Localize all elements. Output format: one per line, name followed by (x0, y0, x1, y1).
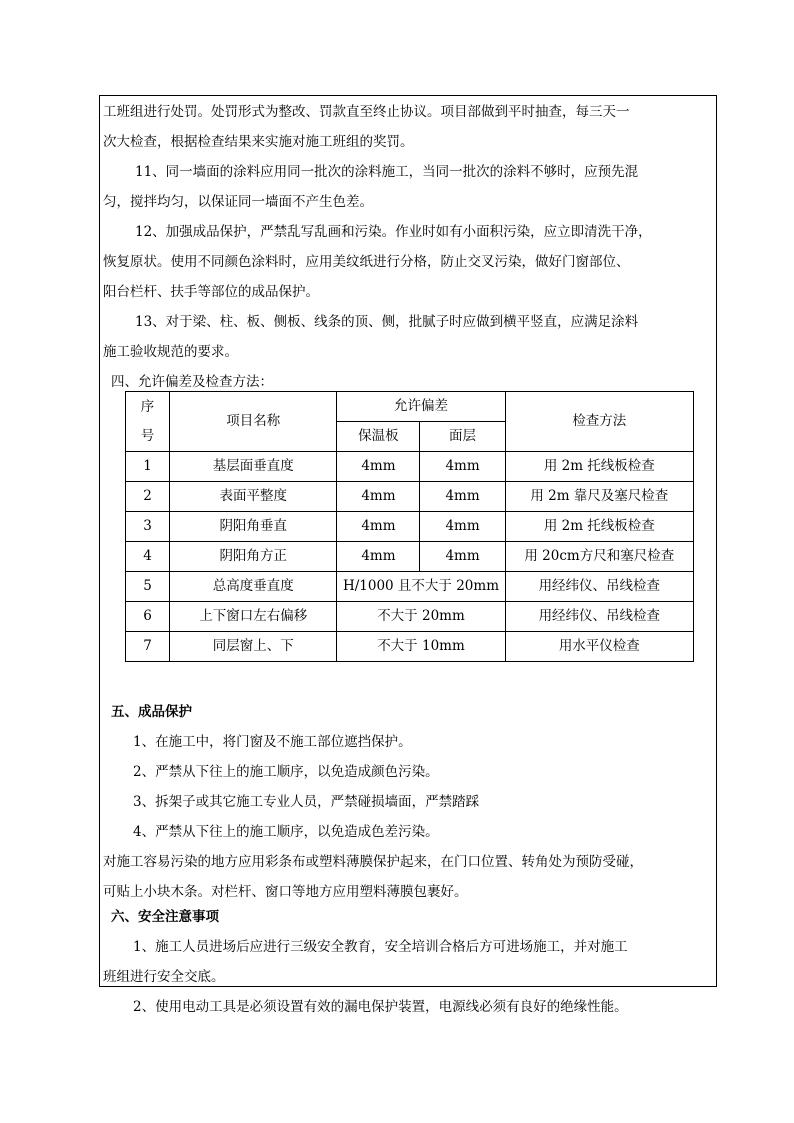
row-method: 用水平仪检查 (505, 632, 693, 662)
table-row (126, 632, 694, 662)
row-name: 上下窗口左右偏移 (170, 602, 337, 632)
row-tol-a: 4mm (337, 512, 420, 542)
table-row (126, 482, 694, 512)
row-name: 同层窗上、下 (170, 632, 337, 662)
table-row (126, 542, 694, 572)
text-line: 2、使用电动工具是必须设置有效的漏电保护装置，电源线必须有良好的绝缘性能。 (133, 999, 628, 1015)
text-line: 对施工容易污染的地方应用彩条布或塑料薄膜保护起来，在门口位置、转角处为预防受碰， (103, 854, 643, 870)
list-item: 2、严禁从下往上的施工顺序，以免造成颜色污染。 (133, 764, 439, 780)
text-line: 施工验收规范的要求。 (103, 344, 238, 360)
text-line: 匀，搅拌均匀，以保证同一墙面不产生色差。 (103, 194, 373, 210)
header-tolerance: 允许偏差 (337, 392, 505, 422)
table-row (126, 512, 694, 542)
header-method: 检查方法 (505, 392, 693, 452)
row-tol-a: 4mm (337, 542, 420, 572)
row-tol-merged: H/1000 且不大于 20mm (337, 572, 505, 602)
row-method: 用经纬仪、吊线检查 (505, 572, 693, 602)
table-row (126, 572, 694, 602)
list-item: 1、在施工中，将门窗及不施工部位遮挡保护。 (133, 734, 412, 750)
section-6 (103, 902, 713, 1022)
row-tol-b: 4mm (420, 452, 505, 482)
row-num: 1 (126, 452, 170, 482)
section-heading: 四、允许偏差及检查方法： (111, 374, 273, 390)
row-tol-a: 4mm (337, 482, 420, 512)
list-item: 4、严禁从下往上的施工顺序，以免造成色差污染。 (133, 824, 439, 840)
text-line: 13、对于梁、柱、板、侧板、线条的顶、侧，批腻子时应做到横平竖直，应满足涂料 (135, 314, 639, 330)
row-name: 阴阳角垂直 (170, 512, 337, 542)
row-num: 2 (126, 482, 170, 512)
row-tol-a: 4mm (337, 452, 420, 482)
text-line: 阳台栏杆、扶手等部位的成品保护。 (103, 284, 319, 300)
tolerance-table (125, 391, 694, 662)
table-row (126, 602, 694, 632)
section-title: 五、成品保护 (111, 704, 192, 720)
header-name: 项目名称 (170, 392, 337, 452)
table-row (126, 452, 694, 482)
text-line: 可贴上小块木条。对栏杆、窗口等地方应用塑料薄膜包裹好。 (103, 884, 468, 900)
list-item: 3、拆架子或其它施工专业人员，严禁碰损墙面，严禁踏踩 (133, 794, 480, 810)
text-line: 工班组进行处罚。处罚形式为整改、罚款直至终止协议。项目部做到平时抽查，每三天一 (103, 104, 630, 120)
row-name: 表面平整度 (170, 482, 337, 512)
section-title: 六、安全注意事项 (111, 909, 219, 925)
document-frame (99, 95, 717, 1015)
row-method: 用经纬仪、吊线检查 (505, 602, 693, 632)
row-tol-merged: 不大于 10mm (337, 632, 505, 662)
row-method: 用 2m 托线板检查 (505, 452, 693, 482)
row-num: 7 (126, 632, 170, 662)
row-tol-b: 4mm (420, 542, 505, 572)
text-line: 11、同一墙面的涂料应用同一批次的涂料施工，当同一批次的涂料不够时，应预先混 (135, 164, 639, 180)
row-tol-b: 4mm (420, 482, 505, 512)
section-5 (103, 697, 713, 907)
row-name: 阴阳角方正 (170, 542, 337, 572)
row-tol-merged: 不大于 20mm (337, 602, 505, 632)
row-num: 6 (126, 602, 170, 632)
row-name: 总高度垂直度 (170, 572, 337, 602)
row-name: 基层面垂直度 (170, 452, 337, 482)
row-num: 5 (126, 572, 170, 602)
text-line: 班组进行安全交底。 (103, 969, 225, 985)
row-tol-b: 4mm (420, 512, 505, 542)
header-tolerance-a: 保温板 (337, 422, 420, 452)
row-num: 4 (126, 542, 170, 572)
text-line: 1、施工人员进场后应进行三级安全教育，安全培训合格后方可进场施工，并对施工 (133, 939, 628, 955)
header-tolerance-b: 面层 (420, 422, 505, 452)
header-num: 序 号 (126, 392, 170, 452)
row-method: 用 2m 靠尺及塞尺检查 (505, 482, 693, 512)
text-line: 恢复原状。使用不同颜色涂料时，应用美纹纸进行分格，防止交叉污染，做好门窗部位、 (103, 254, 630, 270)
row-num: 3 (126, 512, 170, 542)
row-method: 用 2m 托线板检查 (505, 512, 693, 542)
top-text (103, 97, 713, 397)
row-method: 用 20cm方尺和塞尺检查 (505, 542, 693, 572)
text-line: 12、加强成品保护，严禁乱写乱画和污染。作业时如有小面积污染，应立即清洗干净， (135, 224, 652, 240)
text-line: 次大检查，根据检查结果来实施对施工班组的奖罚。 (103, 134, 414, 150)
